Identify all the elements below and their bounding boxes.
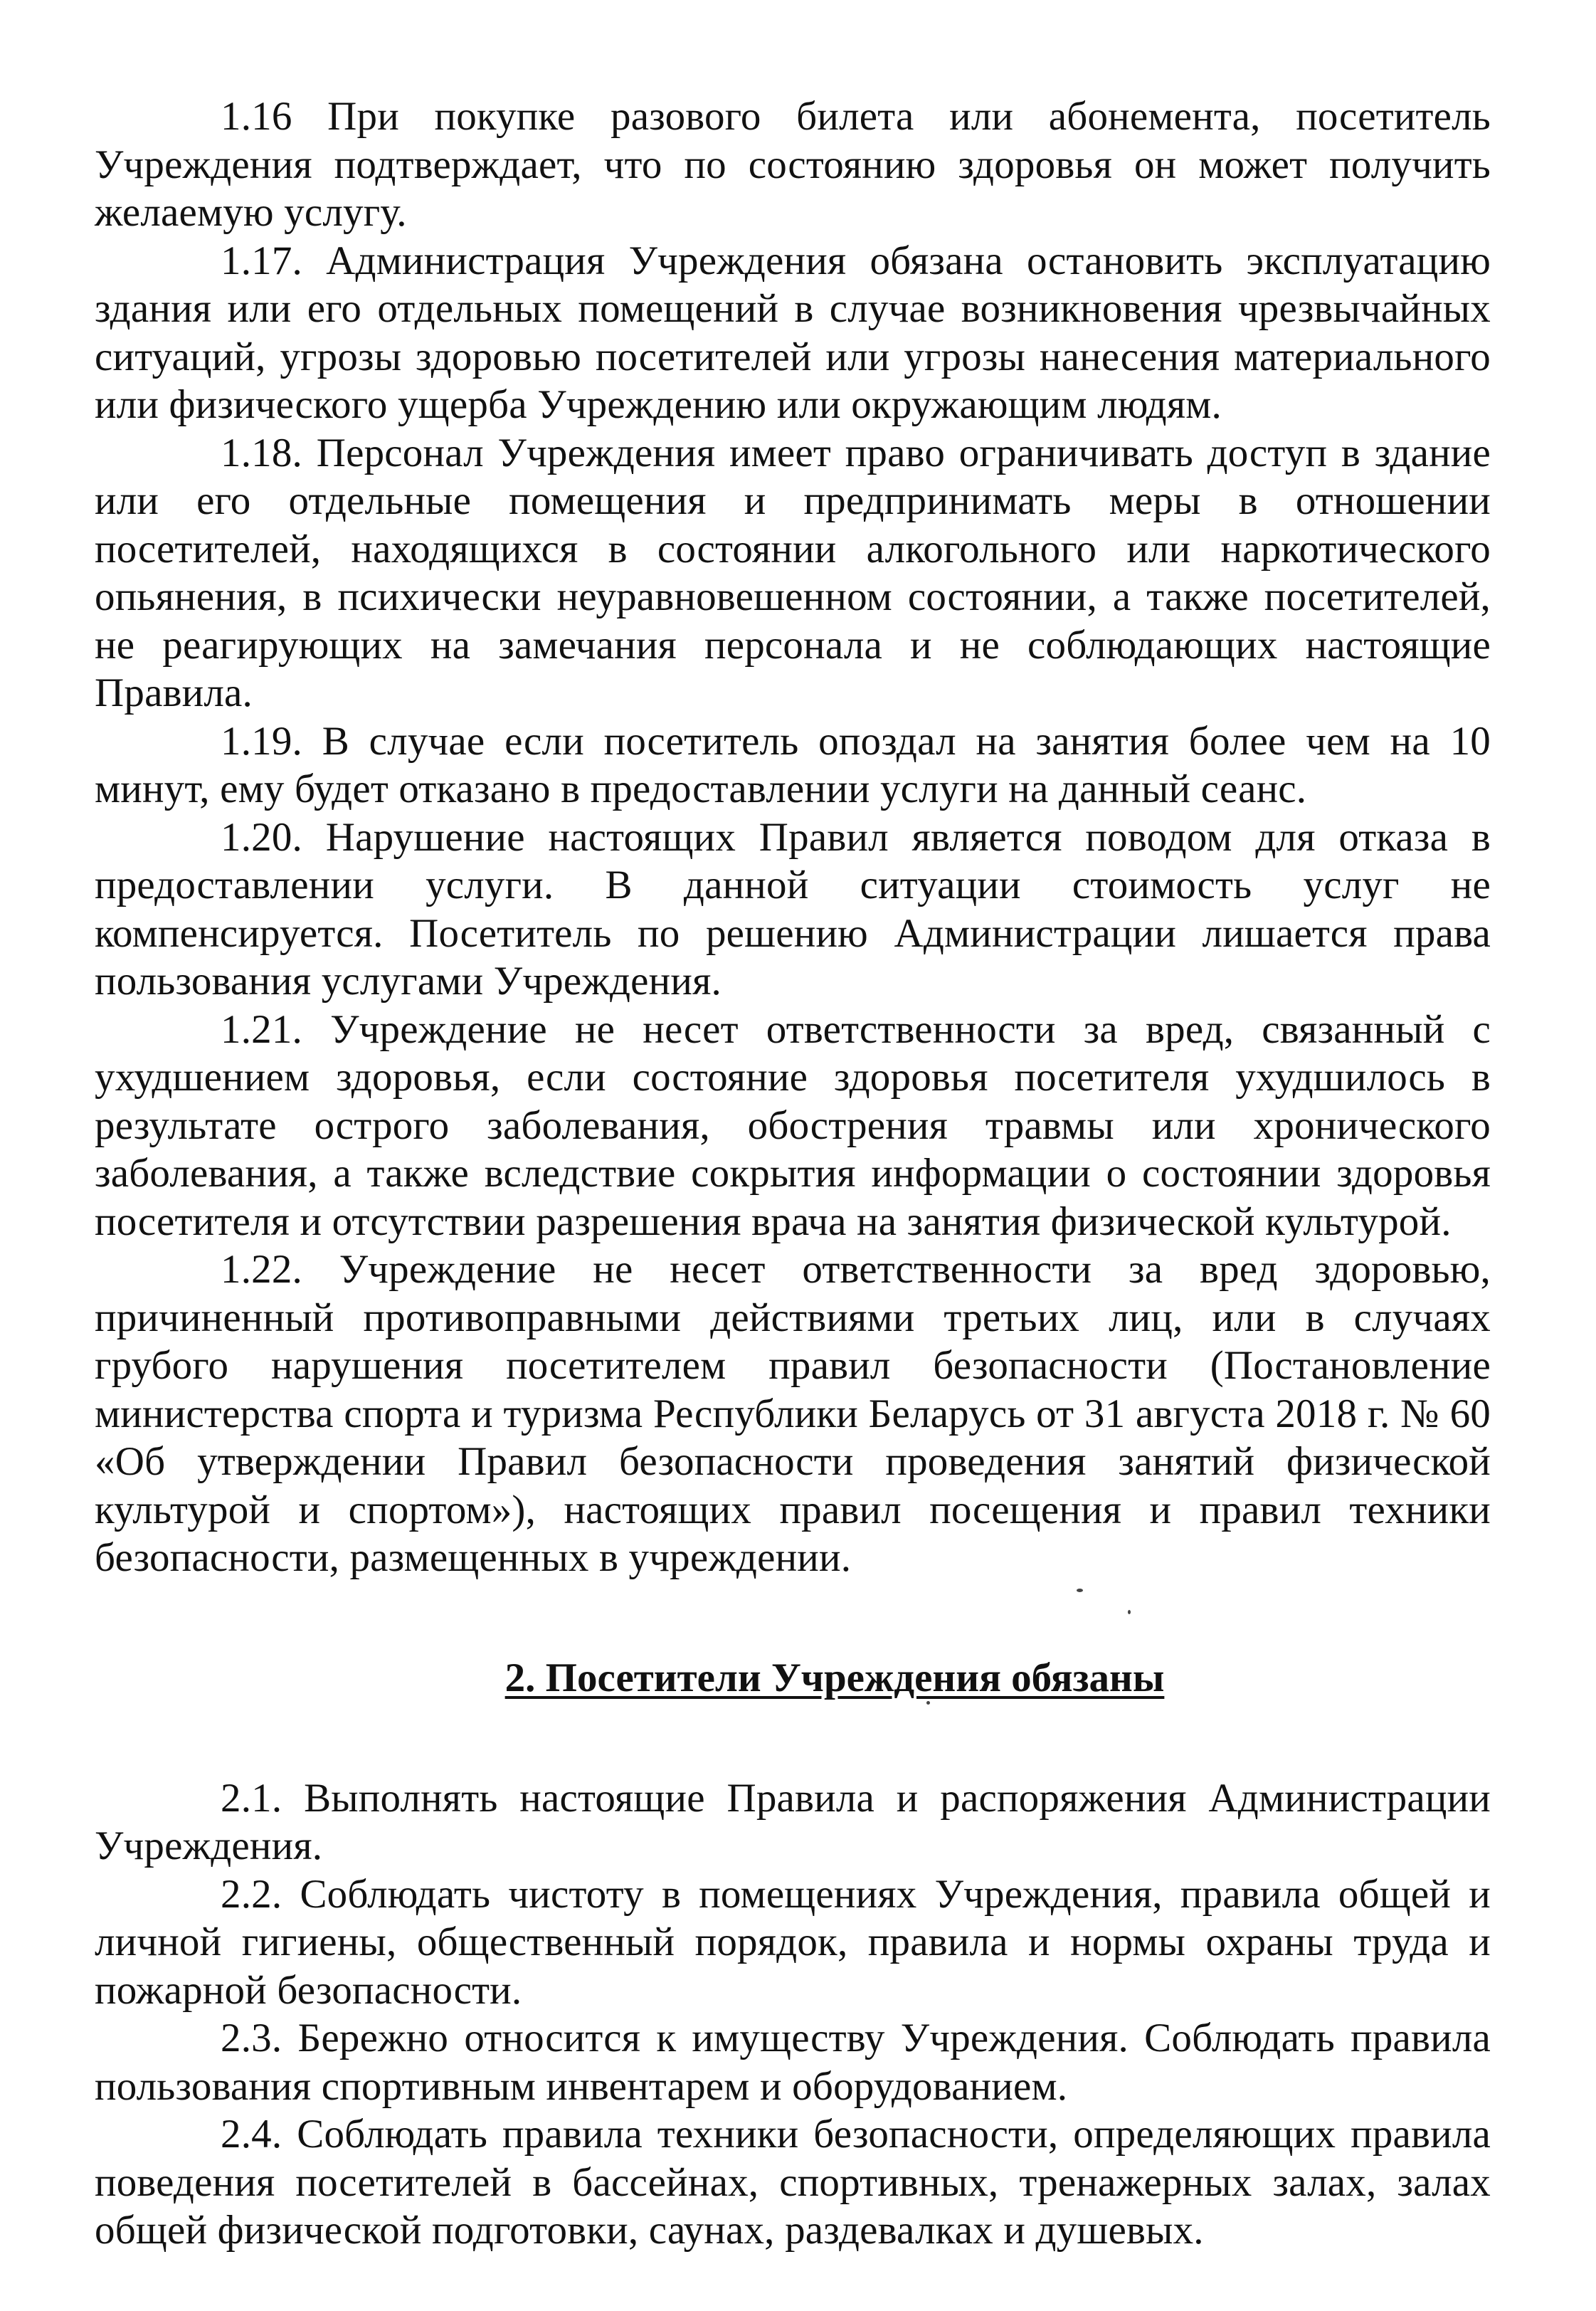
paragraph-1-20: 1.20. Нарушение настоящих Правил является поводом для отказа в предоставлении услуги. В данной ситуации стоимость услуг не компенсируется. Посетитель по решению Администрации лишается права пользования услугами Учреждения.: [95, 814, 1491, 1004]
scan-speck: [1128, 1610, 1131, 1614]
scan-speck: [926, 1701, 930, 1705]
paragraph-1-22: 1.22. Учреждение не несет ответственности за вред здоровью, причиненный противоправными действиями третьих лиц, или в случаях грубого нарушения посетителем правил безопасности (Постановление министерства спорта и туризма Республики Беларусь от 31 августа 2018 г. № 60 «Об утверждении Правил безопасности проведения занятий физической культурой и спортом»), настоящих правил посещения и правил техники безопасности, размещенных в учреждении.: [95, 1247, 1491, 1580]
section-2-heading: [95, 1582, 1491, 1774]
paragraph-1-19: 1.19. В случае если посетитель опоздал на занятия более чем на 10 минут, ему будет отказано в предоставлении услуги на данный сеанс.: [95, 718, 1491, 811]
paragraph-2-3: 2.3. Бережно относится к имуществу Учреждения. Соблюдать правила пользования спортивным инвентарем и оборудованием.: [95, 2016, 1491, 2109]
paragraph-1-16: 1.16 При покупке разового билета или абонемента, посетитель Учреждения подтверждает, что по состоянию здоровья он может получить желаемую услугу.: [95, 94, 1491, 235]
paragraph-2-2: 2.2. Соблюдать чистоту в помещениях Учреждения, правила общей и личной гигиены, общественный порядок, правила и нормы охраны труда и пожарной безопасности.: [95, 1871, 1491, 2013]
paragraph-1-21: 1.21. Учреждение не несет ответственности за вред, связанный с ухудшением здоровья, если состояние здоровья посетителя ухудшилось в результате острого заболевания, обострения травмы или хронического заболевания, а также вследствие сокрытия информации о состоянии здоровья посетителя и отсутствии разрешения врача на занятия физической культурой.: [95, 1006, 1491, 1244]
document-page: [95, 93, 1491, 2255]
paragraph-2-1: 2.1. Выполнять настоящие Правила и распоряжения Администрации Учреждения.: [95, 1775, 1491, 1868]
section-2-heading-text: 2. Посетители Учреждения обязаны: [504, 1655, 1165, 1700]
paragraph-2-4: 2.4. Соблюдать правила техники безопасности, определяющих правила поведения посетителей в бассейнах, спортивных, тренажерных залах, залах общей физической подготовки, саунах, раздевалках и душевых.: [95, 2112, 1491, 2253]
paragraph-1-17: 1.17. Администрация Учреждения обязана остановить эксплуатацию здания или его отдельных помещений в случае возникновения чрезвычайных ситуаций, угрозы здоровью посетителей или угрозы нанесения материального или физического ущерба Учреждению или окружающим людям.: [95, 238, 1491, 427]
scan-speck: [1077, 1589, 1083, 1592]
paragraph-1-18: 1.18. Персонал Учреждения имеет право ограничивать доступ в здание или его отдельные помещения и предпринимать меры в отношении посетителей, находящихся в состоянии алкогольного или наркотического опьянения, в психически неуравновешенном состоянии, а также посетителей, не реагирующих на замечания персонала и не соблюдающих настоящие Правила.: [95, 430, 1491, 715]
